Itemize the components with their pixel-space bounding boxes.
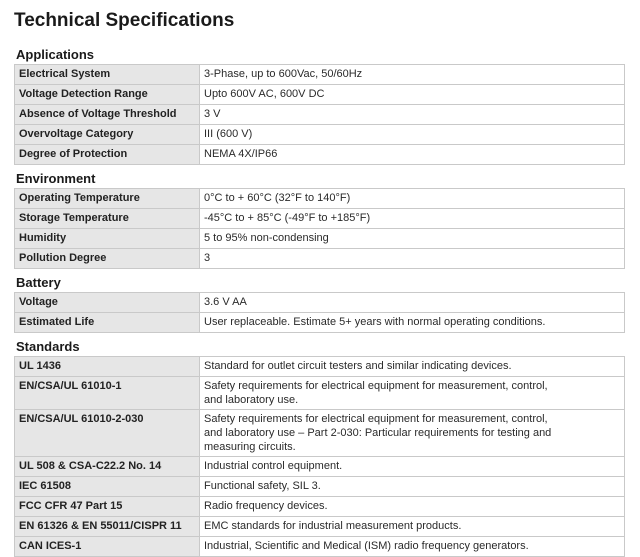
- section-heading-battery: Battery: [16, 275, 61, 290]
- table-row: [15, 313, 625, 333]
- table-row: [15, 293, 625, 313]
- spec-label: Voltage Detection Range: [15, 85, 200, 105]
- table-row: [15, 410, 625, 457]
- spec-value: -45°C to + 85°C (-49°F to +185°F): [200, 209, 625, 229]
- table-row: [15, 85, 625, 105]
- page-title: Technical Specifications: [14, 10, 235, 31]
- spec-value: 3 V: [200, 105, 625, 125]
- spec-value: 3-Phase, up to 600Vac, 50/60Hz: [200, 65, 625, 85]
- spec-table-standards: [14, 356, 625, 557]
- spec-label: Electrical System: [15, 65, 200, 85]
- spec-value: Industrial control equipment.: [200, 457, 625, 477]
- spec-label: EN 61326 & EN 55011/CISPR 11: [15, 517, 200, 537]
- table-row: [15, 145, 625, 165]
- section-heading-environment: Environment: [16, 171, 96, 186]
- spec-value: EMC standards for industrial measurement products.: [200, 517, 625, 537]
- spec-value: Standard for outlet circuit testers and similar indicating devices.: [200, 357, 625, 377]
- spec-label: Storage Temperature: [15, 209, 200, 229]
- table-row: [15, 457, 625, 477]
- table-row: [15, 537, 625, 557]
- spec-sections: [14, 45, 625, 557]
- spec-label: Humidity: [15, 229, 200, 249]
- spec-label: Degree of Protection: [15, 145, 200, 165]
- spec-label: UL 1436: [15, 357, 200, 377]
- spec-value: 5 to 95% non-condensing: [200, 229, 625, 249]
- spec-label: Overvoltage Category: [15, 125, 200, 145]
- spec-label: CAN ICES-1: [15, 537, 200, 557]
- table-row: [15, 477, 625, 497]
- spec-label: Absence of Voltage Threshold: [15, 105, 200, 125]
- spec-value: NEMA 4X/IP66: [200, 145, 625, 165]
- spec-table-applications: [14, 64, 625, 165]
- table-row: [15, 105, 625, 125]
- spec-label: UL 508 & CSA-C22.2 No. 14: [15, 457, 200, 477]
- table-row: [15, 65, 625, 85]
- table-row: [15, 517, 625, 537]
- spec-value: 3: [200, 249, 625, 269]
- spec-value: Radio frequency devices.: [200, 497, 625, 517]
- spec-label: EN/CSA/UL 61010-1: [15, 377, 200, 410]
- table-row: [15, 229, 625, 249]
- spec-label: EN/CSA/UL 61010-2-030: [15, 410, 200, 457]
- spec-value: 3.6 V AA: [200, 293, 625, 313]
- spec-table-environment: [14, 188, 625, 269]
- section-heading-standards: Standards: [16, 339, 80, 354]
- spec-label: Estimated Life: [15, 313, 200, 333]
- spec-label: FCC CFR 47 Part 15: [15, 497, 200, 517]
- table-row: [15, 357, 625, 377]
- spec-value: III (600 V): [200, 125, 625, 145]
- spec-value: User replaceable. Estimate 5+ years with normal operating conditions.: [200, 313, 625, 333]
- spec-table-battery: [14, 292, 625, 333]
- table-row: [15, 497, 625, 517]
- spec-label: Operating Temperature: [15, 189, 200, 209]
- table-row: [15, 125, 625, 145]
- spec-value: Safety requirements for electrical equipment for measurement, control, and laboratory use.: [200, 377, 625, 410]
- spec-value: Industrial, Scientific and Medical (ISM) radio frequency generators.: [200, 537, 625, 557]
- spec-value: 0°C to + 60°C (32°F to 140°F): [200, 189, 625, 209]
- table-row: [15, 377, 625, 410]
- spec-label: IEC 61508: [15, 477, 200, 497]
- spec-value: Safety requirements for electrical equipment for measurement, control, and laboratory use – Part 2-030: Particular requirements for testing and measuring circuits.: [200, 410, 625, 457]
- section-heading-applications: Applications: [16, 47, 95, 62]
- spec-label: Voltage: [15, 293, 200, 313]
- table-row: [15, 189, 625, 209]
- spec-value: Upto 600V AC, 600V DC: [200, 85, 625, 105]
- spec-label: Pollution Degree: [15, 249, 200, 269]
- table-row: [15, 249, 625, 269]
- table-row: [15, 209, 625, 229]
- spec-value: Functional safety, SIL 3.: [200, 477, 625, 497]
